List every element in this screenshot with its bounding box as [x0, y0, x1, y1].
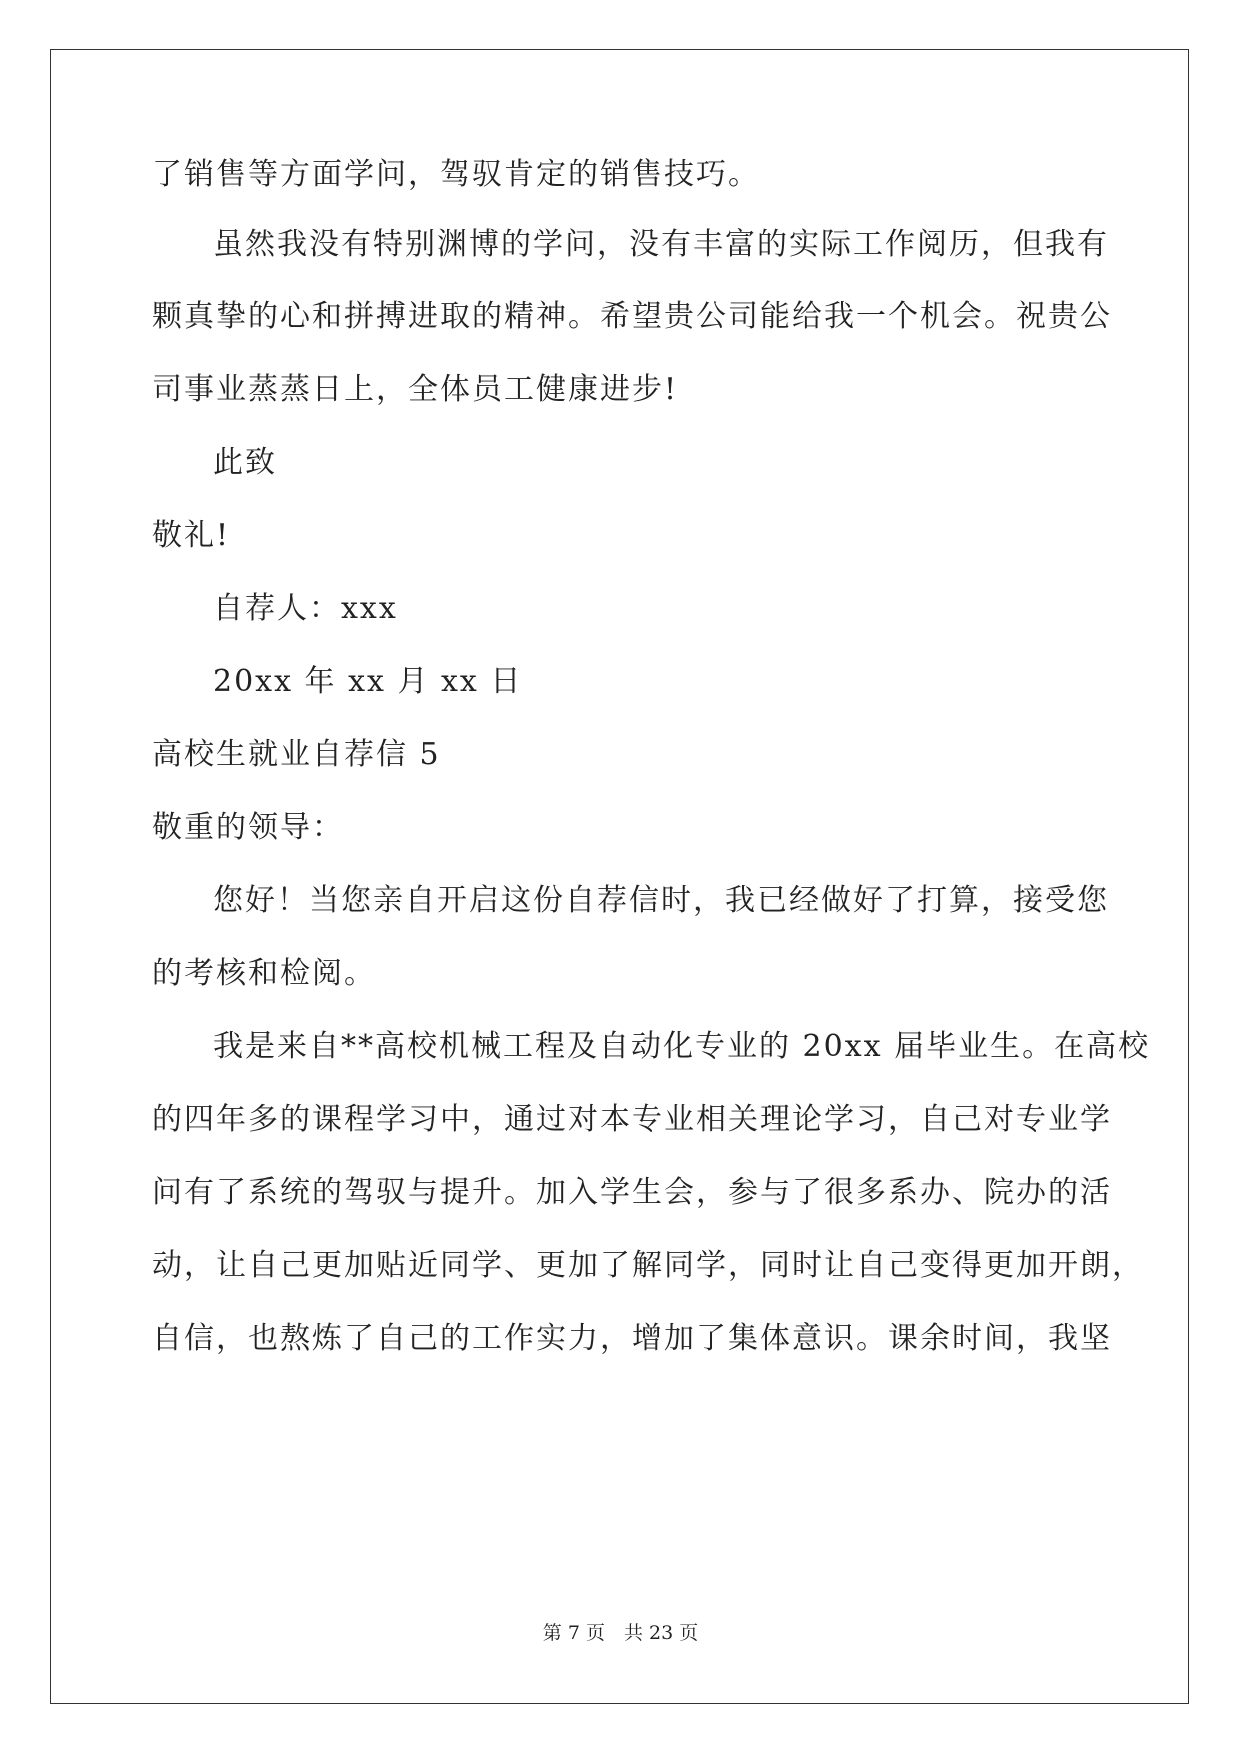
greeting: 敬重的领导：: [152, 810, 344, 845]
text-line: 自信，也熬炼了自己的工作实力，增加了集体意识。课余时间，我坚: [152, 1321, 1112, 1356]
text-line: 您好！当您亲自开启这份自荐信时，我已经做好了打算，接受您: [213, 883, 1109, 918]
closing-salutation: 此致: [213, 445, 277, 480]
text-line: 司事业蒸蒸日上，全体员工健康进步!: [152, 372, 679, 407]
text-line: 了销售等方面学问，驾驭肯定的销售技巧。: [152, 157, 760, 192]
text-line: 我是来自**高校机械工程及自动化专业的 20xx 届毕业生。在高校: [213, 1029, 1151, 1064]
closing-regards: 敬礼!: [152, 518, 231, 553]
text-line: 动，让自己更加贴近同学、更加了解同学，同时让自己变得更加开朗，: [152, 1248, 1144, 1283]
text-line: 的考核和检阅。: [152, 956, 376, 991]
text-line: 颗真挚的心和拼搏进取的精神。希望贵公司能给我一个机会。祝贵公: [152, 299, 1112, 334]
page-number-footer: 第 7 页 共 23 页: [542, 1622, 699, 1644]
text-line: 的四年多的课程学习中，通过对本专业相关理论学习，自己对专业学: [152, 1102, 1112, 1137]
signature-date: 20xx 年 xx 月 xx 日: [213, 664, 523, 699]
section-title: 高校生就业自荐信 5: [152, 737, 441, 772]
text-line: 虽然我没有特别渊博的学问，没有丰富的实际工作阅历，但我有: [213, 227, 1109, 262]
signature-name: 自荐人：xxx: [213, 591, 398, 626]
text-line: 问有了系统的驾驭与提升。加入学生会，参与了很多系办、院办的活: [152, 1175, 1112, 1210]
